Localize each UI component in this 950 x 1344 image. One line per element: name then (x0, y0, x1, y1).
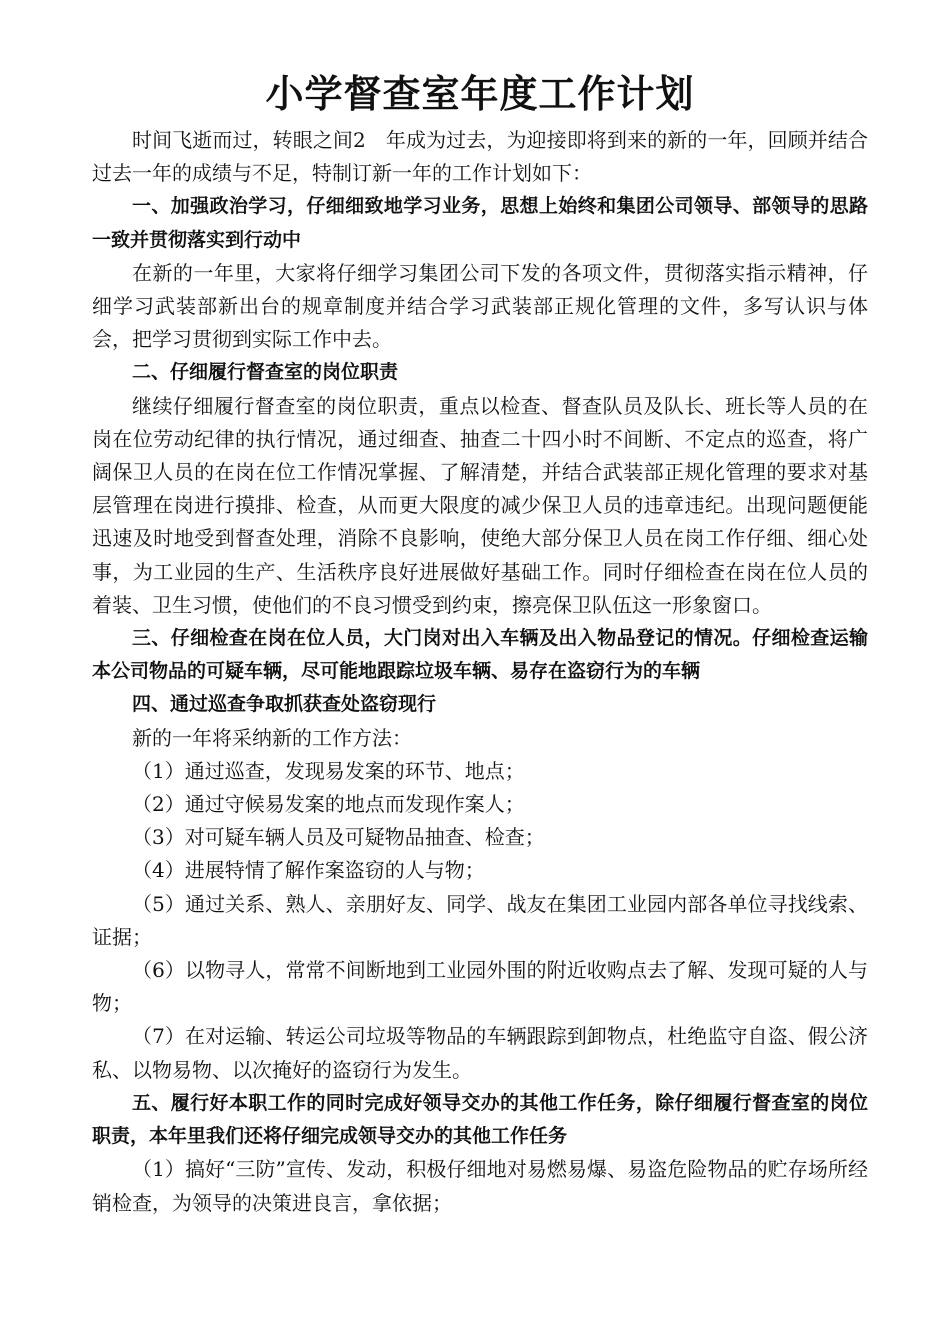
list-item: （2）通过守候易发案的地点而发现作案人； (132, 792, 525, 817)
section-heading-4: 四、通过巡查争取抓获查处盗窃现行 (132, 693, 437, 716)
section-heading-3: 三、仔细检查在岗在位人员，大门岗对出入车辆及出入物品登记的情况。仔细检查运输本公司物品的可疑车辆，尽可能地跟踪垃圾车辆、易存在盗窃行为的车辆 (92, 627, 868, 683)
list-item: （1）搞好“三防”宣传、发动，积极仔细地对易燃易爆、易盗危险物品的贮存场所经销检查，为领导的决策进良言，拿依据； (92, 1157, 868, 1215)
list-item: （7）在对运输、转运公司垃圾等物品的车辆跟踪到卸物点，杜绝监守自盗、假公济私、以物易物、以次掩好的盗窃行为发生。 (92, 1024, 868, 1082)
document-title: 小学督查室年度工作计划 (265, 72, 695, 116)
section-2-body: 继续仔细履行督查室的岗位职责，重点以检查、督查队员及队长、班长等人员的在岗在位劳动纪律的执行情况，通过细查、抽查二十四小时不间断、不定点的巡查，将广阔保卫人员的在岗在位工作情况掌握、了解清楚，并结合武装部正规化管理的要求对基层管理在岗进行摸排、检查，从而更大限度的减少保卫人员的违章违纪。出现问题便能迅速及时地受到督查处理，消除不良影响，使绝大部分保卫人员在岗工作仔细、细心处事，为工业园的生产、生活秩序良好进展做好基础工作。同时仔细检查在岗在位人员的着装、卫生习惯，使他们的不良习惯受到约束，擦亮保卫队伍这一形象窗口。 (92, 393, 868, 617)
section-heading-2: 二、仔细履行督查室的岗位职责 (132, 361, 399, 384)
section-1-body: 在新的一年里，大家将仔细学习集团公司下发的各项文件，贯彻落实指示精神，仔细学习武装部新出台的规章制度并结合学习武装部正规化管理的文件，多写认识与体会，把学习贯彻到实际工作中去。 (92, 260, 868, 352)
section-4-intro: 新的一年将采纳新的工作方法： (132, 725, 412, 750)
list-item: （6）以物寻人，常常不间断地到工业园外围的附近收购点去了解、发现可疑的人与物； (92, 958, 868, 1016)
list-item: （1）通过巡查，发现易发案的环节、地点； (132, 758, 525, 783)
section-heading-5: 五、履行好本职工作的同时完成好领导交办的其他工作任务，除仔细履行督查室的岗位职责，本年里我们还将仔细完成领导交办的其他工作任务 (92, 1091, 868, 1148)
list-item: （3）对可疑车辆人员及可疑物品抽查、检查； (132, 825, 545, 850)
intro-paragraph: 时间飞逝而过，转眼之间2 年成为过去，为迎接即将到来的新的一年，回顾并结合过去一年的成绩与不足，特制订新一年的工作计划如下： (92, 128, 868, 186)
list-item: （5）通过关系、熟人、亲朋好友、同学、战友在集团工业园内部各单位寻找线索、证据； (92, 891, 868, 949)
list-item: （4）进展特情了解作案盗窃的人与物； (132, 858, 485, 883)
section-heading-1: 一、加强政治学习，仔细细致地学习业务，思想上始终和集团公司领导、部领导的思路一致并贯彻落实到行动中 (92, 195, 868, 251)
